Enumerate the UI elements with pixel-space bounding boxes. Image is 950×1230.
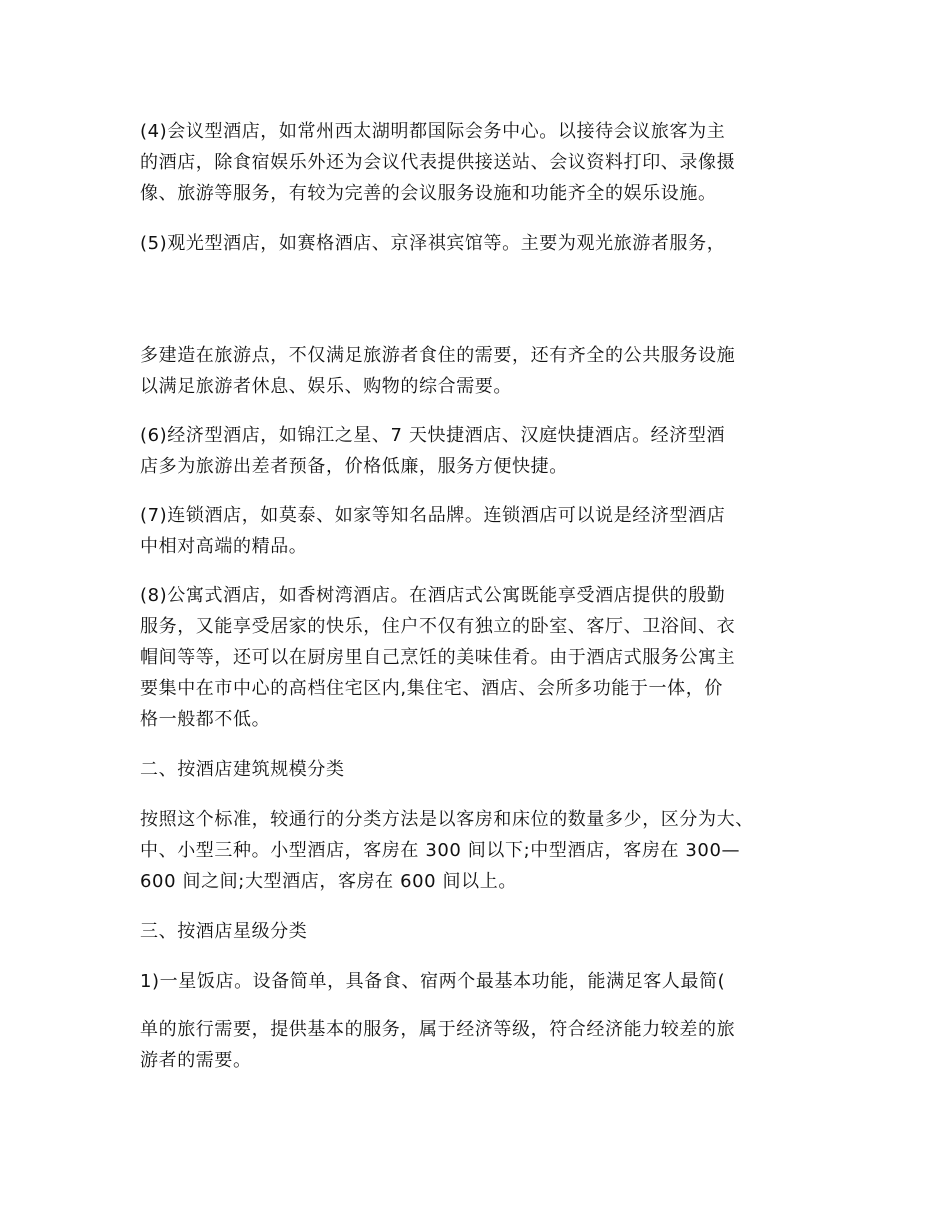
text-line: (7)连锁酒店，如莫泰、如家等知名品牌。连锁酒店可以说是经济型酒店 — [140, 505, 726, 526]
text-line: (6)经济型酒店，如锦江之星、7 天快捷酒店、汉庭快捷酒店。经济型酒 — [140, 425, 726, 446]
text-line: (5)观光型酒店，如赛格酒店、京泽祺宾馆等。主要为观光旅游者服务， — [140, 233, 726, 254]
paragraph-sightseeing-hotel — [140, 228, 830, 259]
paragraph-one-star-hotel-continued — [140, 1014, 830, 1076]
text-line: 游者的需要。 — [140, 1050, 252, 1071]
text-line: 格一般都不低。 — [140, 709, 271, 730]
paragraph-chain-hotel — [140, 500, 830, 562]
paragraph-one-star-hotel — [140, 966, 830, 997]
text-line: 中、小型三种。小型酒店，客房在 300 间以下;中型酒店，客房在 300— — [140, 840, 741, 861]
text-line: 以满足旅游者休息、娱乐、购物的综合需要。 — [140, 376, 512, 397]
paragraph-sightseeing-hotel-continued — [140, 340, 830, 402]
heading-text: 三、按酒店星级分类 — [140, 921, 308, 942]
text-line: (4)会议型酒店，如常州西太湖明都国际会务中心。以接待会议旅客为主 — [140, 121, 726, 142]
text-line: 按照这个标准，较通行的分类方法是以客房和床位的数量多少，区分为大、 — [140, 809, 754, 830]
paragraph-scale-classification — [140, 804, 830, 897]
paragraph-apartment-hotel — [140, 580, 830, 735]
text-line: 像、旅游等服务，有较为完善的会议服务设施和功能齐全的娱乐设施。 — [140, 183, 717, 204]
text-line: 多建造在旅游点，不仅满足旅游者食住的需要，还有齐全的公共服务设施 — [140, 345, 736, 366]
paragraph-conference-hotel — [140, 116, 830, 209]
text-line: (8)公寓式酒店，如香树湾酒店。在酒店式公寓既能享受酒店提供的殷勤 — [140, 585, 726, 606]
text-line: 要集中在市中心的高档住宅区内,集住宅、酒店、会所多功能于一体，价 — [140, 678, 723, 699]
text-line: 的酒店，除食宿娱乐外还为会议代表提供接送站、会议资料打印、录像摄 — [140, 152, 736, 173]
text-line: 1)一星饭店。设备简单，具备食、宿两个最基本功能，能满足客人最简( — [140, 971, 726, 992]
text-line: 600 间之间;大型酒店，客房在 600 间以上。 — [140, 871, 517, 892]
section-heading-building-scale — [140, 754, 830, 785]
text-line: 帽间等等，还可以在厨房里自己烹饪的美味佳肴。由于酒店式服务公寓主 — [140, 647, 736, 668]
text-line: 服务，又能享受居家的快乐，住户不仅有独立的卧室、客厅、卫浴间、衣 — [140, 616, 736, 637]
section-heading-star-rating — [140, 916, 830, 947]
text-line: 中相对高端的精品。 — [140, 536, 308, 557]
text-line: 店多为旅游出差者预备，价格低廉，服务方便快捷。 — [140, 456, 568, 477]
heading-text: 二、按酒店建筑规模分类 — [140, 759, 345, 780]
paragraph-economy-hotel — [140, 420, 830, 482]
text-line: 单的旅行需要，提供基本的服务，属于经济等级，符合经济能力较差的旅 — [140, 1019, 736, 1040]
